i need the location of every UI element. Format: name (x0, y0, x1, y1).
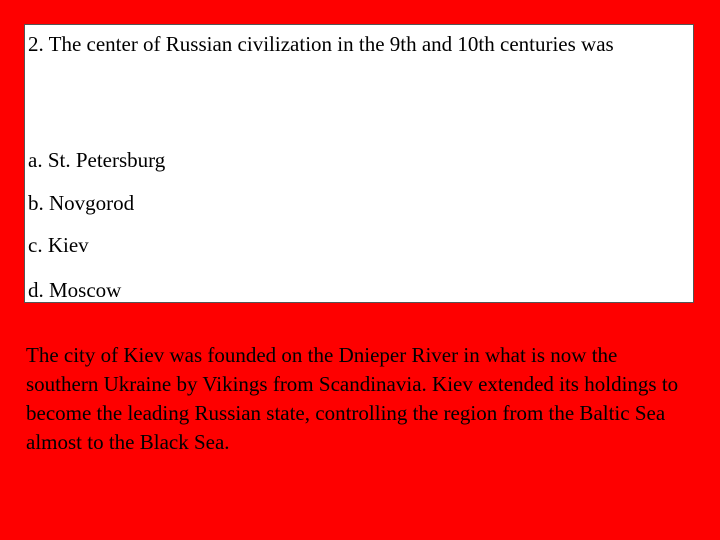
explanation-text: The city of Kiev was founded on the Dnieper River in what is now the southern Ukraine by Vikings from Scandinavia. Kiev extended its holdings to become the leading Russian state, controlling the region from the Baltic Sea almost to the Black Sea. (26, 343, 679, 454)
question-text: 2. The center of Russian civilization in the 9th and 10th centuries was (28, 32, 614, 56)
option-c: c. Kiev (28, 233, 89, 257)
option-d: d. Moscow (28, 278, 122, 302)
option-b: b. Novgorod (28, 191, 135, 215)
option-a: a. St. Petersburg (28, 148, 166, 172)
question-box (24, 24, 694, 303)
